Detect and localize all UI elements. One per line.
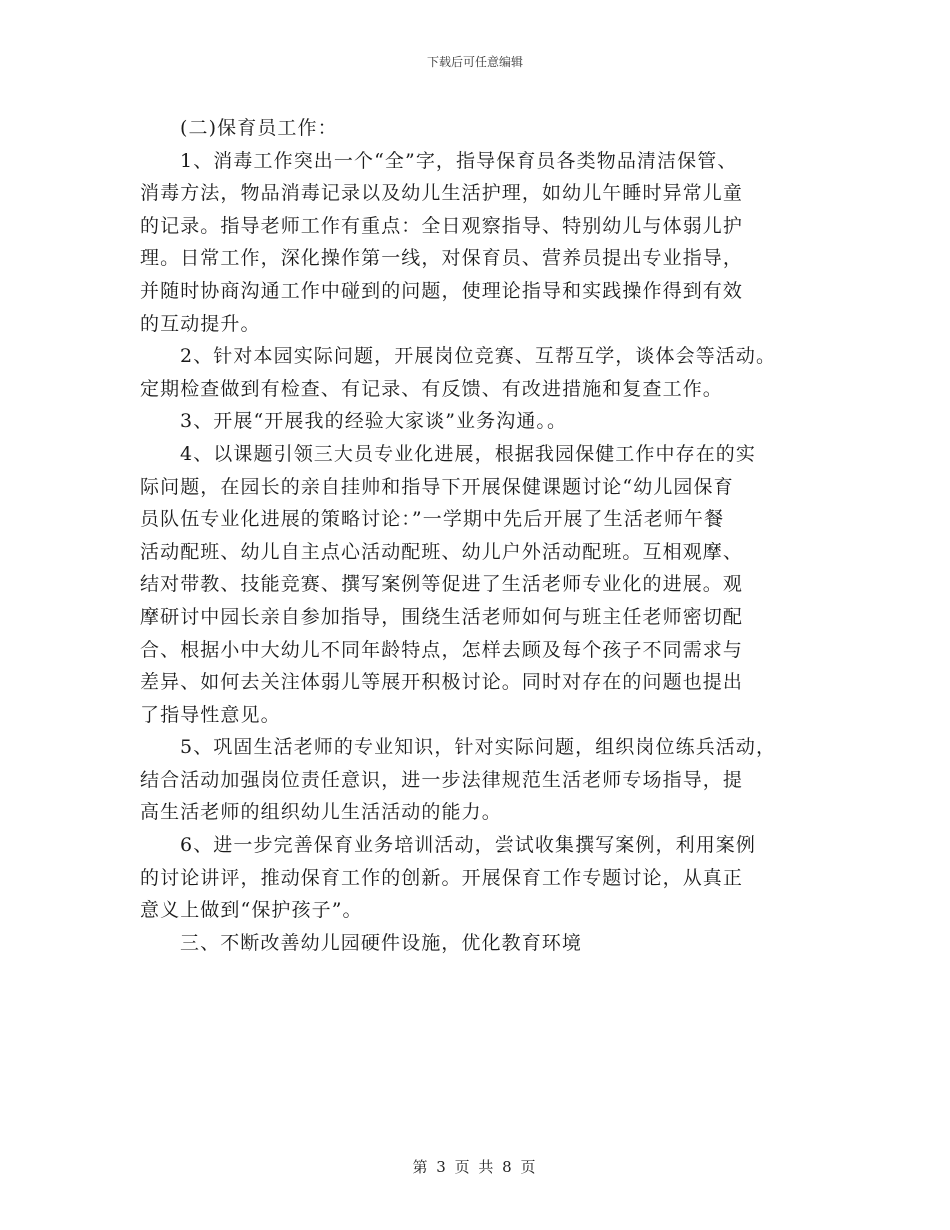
paragraph-line: 定期检查做到有检查、有记录、有反馈、有改进措施和复查工作。 xyxy=(140,377,723,400)
paragraph-line: 消毒方法，物品消毒记录以及幼儿生活护理，如幼儿午睡时异常儿童 xyxy=(140,182,744,205)
paragraph-line: 际问题，在园长的亲自挂帅和指导下开展保健课题讨论“幼儿园保育 xyxy=(140,475,734,498)
paragraph-line: 摩研讨中园长亲自参加指导，围绕生活老师如何与班主任老师密切配 xyxy=(140,605,744,628)
paragraph-line: 高生活老师的组织幼儿生活活动的能力。 xyxy=(140,801,502,824)
paragraph-line: 结对带教、技能竞赛、撰写案例等促进了生活老师专业化的进展。观 xyxy=(140,573,744,596)
page-header: 下载后可任意编辑 xyxy=(426,55,523,69)
paragraph-line: 并随时协商沟通工作中碰到的问题，使理论指导和实践操作得到有效 xyxy=(140,279,744,302)
paragraph-line: 的讨论讲评，推动保育工作的创新。开展保育工作专题讨论，从真正 xyxy=(140,866,744,889)
paragraph-line: 1、消毒工作突出一个“全”字，指导保育员各类物品清洁保管、 xyxy=(180,149,738,172)
paragraph-line: 6、进一步完善保育业务培训活动，尝试收集撰写案例，利用案例 xyxy=(180,834,756,857)
paragraph-line: 3、开展“开展我的经验大家谈”业务沟通。。 xyxy=(180,410,568,433)
paragraph-line: 理。日常工作，深化操作第一线，对保育员、营养员提出专业指导， xyxy=(140,247,744,270)
paragraph-line: 合、根据小中大幼儿不同年龄特点，怎样去顾及每个孩子不同需求与 xyxy=(140,638,744,661)
section-heading: (二)保育员工作： xyxy=(180,117,338,139)
paragraph-line: 意义上做到“保护孩子”。 xyxy=(140,899,363,922)
paragraph-line: 2、针对本园实际问题，开展岗位竞赛、互帮互学，谈体会等活动。 xyxy=(180,345,777,368)
paragraph-line: 差异、如何去关注体弱儿等展开积极讨论。同时对存在的问题也提出 xyxy=(140,671,744,694)
document-body xyxy=(140,112,830,959)
section-heading: 三、不断改善幼儿园硬件设施，优化教育环境 xyxy=(180,931,583,954)
paragraph-line: 员队伍专业化进展的策略讨论：”一学期中先后开展了生活老师午餐 xyxy=(140,508,725,531)
paragraph-line: 4、以课题引领三大员专业化进展，根据我园保健工作中存在的实 xyxy=(180,442,756,465)
paragraph-line: 结合活动加强岗位责任意识，进一步法律规范生活老师专场指导，提 xyxy=(140,768,744,791)
paragraph-line: 的记录。指导老师工作有重点：全日观察指导、特别幼儿与体弱儿护 xyxy=(140,214,744,237)
paragraph-line: 5、巩固生活老师的专业知识，针对实际问题，组织岗位练兵活动， xyxy=(180,736,777,759)
paragraph-line: 活动配班、幼儿自主点心活动配班、幼儿户外活动配班。互相观摩、 xyxy=(140,540,744,563)
paragraph-line: 了指导性意见。 xyxy=(140,703,281,726)
paragraph-line: 的互动提升。 xyxy=(140,312,261,335)
page-number: 第 3 页 共 8 页 xyxy=(412,1158,538,1176)
